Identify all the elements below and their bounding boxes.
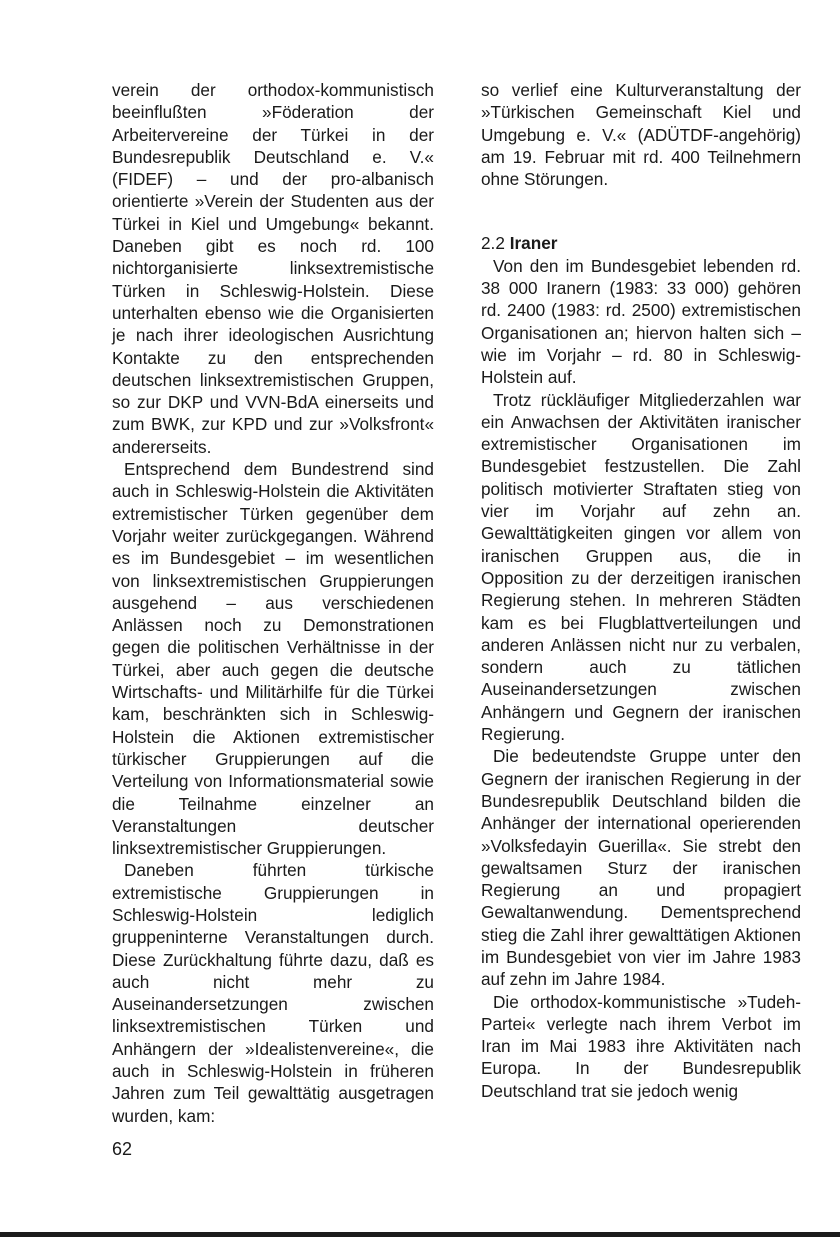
section-heading (481, 232, 801, 254)
body-paragraph: so verlief eine Kulturveranstaltung der »Türkischen Gemeinschaft Kiel und Umgebung e. V.« (ADÜTDF-angehörig) am 19. Februar mit rd. 400 Teilnehmern ohne Störungen. (481, 80, 801, 190)
body-paragraph: Die bedeutendste Gruppe unter den Gegnern der iranischen Regierung in der Bundesrepublik Deutschland bilden die Anhänger der international operierenden »Volksfedayin Guerilla«. Sie strebt den gewaltsamen Sturz der iranischen Regierung an und propagiert Gewaltanwendung. Dementsprechend stieg die Zahl ihrer gewalttätigen Aktionen im Bundesgebiet von vier im Jahre 1983 auf zehn im Jahre 1984. (481, 746, 801, 990)
section-number: 2.2 (481, 233, 505, 254)
body-paragraph: Von den im Bundesgebiet lebenden rd. 38 000 Iranern (1983: 33 000) gehören rd. 2400 (1983: rd. 2500) extremistischen Organisationen an; hiervon halten sich – wie im Vorjahr – rd. 80 in Schleswig-Holstein auf. (481, 255, 801, 388)
section-spacer (481, 190, 801, 228)
right-text-column (481, 79, 801, 1102)
page-number: 62 (112, 1139, 133, 1159)
body-paragraph: Entsprechend dem Bundestrend sind auch in Schleswig-Holstein die Aktivitäten extremistischer Türken gegenüber dem Vorjahr weiter zurückgegangen. Während es im Bundesgebiet – im wesentlichen von linksextremistischen Gruppierungen ausgehend – aus verschiedenen Anlässen noch zu Demonstrationen gegen die politischen Verhältnisse in der Türkei, aber auch gegen die deutsche Wirtschafts- und Militärhilfe für die Türkei kam, beschränkten sich in Schleswig-Holstein die Aktionen extremistischer türkischer Gruppierungen auf die Verteilung von Informationsmaterial sowie die Teilnahme einzelner an Veranstaltungen deutscher linksextremistischer Gruppierungen. (112, 459, 434, 859)
left-text-column (112, 79, 434, 1127)
body-paragraph: Trotz rückläufiger Mitgliederzahlen war ein Anwachsen der Aktivitäten iranischer extremistischer Organisationen im Bundesgebiet festzustellen. Die Zahl politisch motivierter Straftaten stieg von vier im Vorjahr auf zehn an. Gewalttätigkeiten gingen vor allem von iranischen Gruppen aus, die in Opposition zu der derzeitigen iranischen Regierung stehen. In mehreren Städten kam es bei Flugblattverteilungen und anderen Anlässen nicht nur zu verbalen, sondern auch zu tätlichen Auseinandersetzungen zwischen Anhängern und Gegnern der iranischen Regierung. (481, 389, 801, 745)
body-paragraph: Daneben führten türkische extremistische Gruppierungen in Schleswig-Holstein lediglich gruppeninterne Veranstaltungen durch. Diese Zurückhaltung führte dazu, daß es auch nicht mehr zu Auseinandersetzungen zwischen linksextremistischen Türken und Anhängern der »Idealistenvereine«, die auch in Schleswig-Holstein in früheren Jahren zum Teil gewalttätig ausgetragen wurden, kam: (112, 860, 434, 1126)
bottom-edge-rule (0, 1232, 840, 1237)
section-title: Iraner (509, 233, 558, 254)
body-paragraph: Die orthodox-kommunistische »Tudeh-Partei« verlegte nach ihrem Verbot im Iran im Mai 1983 ihre Aktivitäten nach Europa. In der Bundesrepublik Deutschland trat sie jedoch wenig (481, 991, 801, 1101)
body-paragraph: verein der orthodox-kommunistisch beeinflußten »Föderation der Arbeitervereine der Türkei in der Bundesrepublik Deutschland e. V.« (FIDEF) – und der pro-albanisch orientierte »Verein der Studenten aus der Türkei in Kiel und Umgebung« bekannt. Daneben gibt es noch rd. 100 nichtorganisierte linksextremistische Türken in Schleswig-Holstein. Diese unterhalten ebenso wie die Organisierten je nach ihrer ideologischen Ausrichtung Kontakte zu den entsprechenden deutschen linksextremistischen Gruppen, so zur DKP und VVN-BdA einerseits und zum BWK, zur KPD und zur »Volksfront« andererseits. (112, 80, 434, 457)
